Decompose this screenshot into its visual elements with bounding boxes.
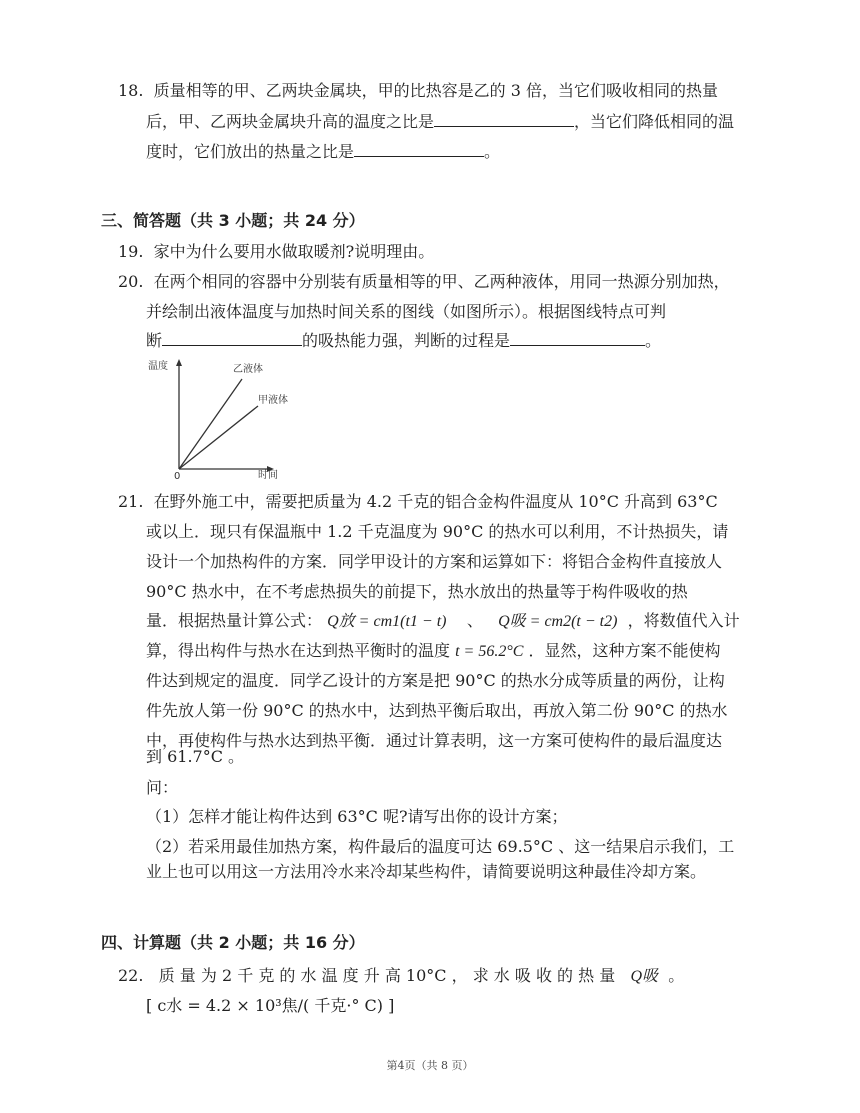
- q21-text-5a: 量．根据热量计算公式：: [146, 611, 323, 630]
- q21-text-1: 在野外施工中，需要把质量为 4.2 千克的铝合金构件温度从 10°C 升高到 63°C: [153, 492, 718, 511]
- section-4-heading: 四、计算题（共 2 小题；共 16 分）: [101, 933, 365, 952]
- q22-line-1: [118, 965, 684, 988]
- q18-blank-1[interactable]: [434, 110, 574, 127]
- y-axis-arrow: [176, 359, 182, 366]
- q21-line-3: 设计一个加热构件的方案．同学甲设计的方案和运算如下：将铝合金构件直接放人: [146, 552, 723, 571]
- q18-blank-2[interactable]: [354, 140, 484, 157]
- equilibrium-temperature: t = 56.2°C: [455, 643, 524, 660]
- q20-line-1: [118, 271, 730, 293]
- q21-line-9: 中，再使构件与热水达到热平衡．通过计算表明，这一方案可使构件的最后温度达: [146, 731, 723, 750]
- origin-label: 0: [174, 471, 181, 482]
- q21-part-1: （1）怎样才能让构件达到 63°C 呢?请写出你的设计方案；: [146, 807, 568, 826]
- q21-text-5b: 、: [466, 611, 483, 630]
- q20-line-2: 并绘制出液体温度与加热时间关系的图线（如图所示）。根据图线特点可判: [146, 302, 667, 321]
- q20-number: 20.: [118, 272, 144, 291]
- q20-text-3b: 的吸热能力强，判断的过程是: [302, 331, 511, 350]
- q20-text-3c: 。: [645, 331, 662, 350]
- q21-line-7: 件达到规定的温度．同学乙设计的方案是把 90°C 的热水分成等质量的两份，让构: [146, 671, 725, 690]
- q20-blank-2[interactable]: [510, 329, 645, 346]
- q21-line-10: 到 61.7°C 。: [146, 747, 245, 766]
- q21-line-1: [118, 491, 718, 513]
- q21-part-2-line-2: 业上也可以用这一方法用冷水来冷却某些构件，请简要说明这种最佳冷却方案。: [146, 862, 707, 881]
- q22-number: 22.: [118, 966, 144, 985]
- heat-absorbed-formula: Q吸 = cm2(t − t2): [498, 613, 618, 630]
- q21-line-4: 90°C 热水中，在不考虑热损失的前提下，热水放出的热量等于构件吸收的热: [146, 582, 688, 601]
- q18-line-1: [118, 80, 718, 102]
- q21-text-5c: ，将数值代入计: [627, 611, 740, 630]
- q21-ask: 问：: [146, 778, 179, 797]
- q20-blank-1[interactable]: [162, 329, 302, 346]
- q22-text-1-end: 。: [668, 966, 685, 985]
- q18-line-3: [146, 140, 500, 163]
- section-3-heading: 三、简答题（共 3 小题；共 24 分）: [101, 211, 365, 230]
- line-upper: [179, 379, 242, 469]
- q21-text-6a: 算，得出构件与热水在达到热平衡时的温度: [146, 641, 451, 660]
- q18-text-1: 质量相等的甲、乙两块金属块，甲的比热容是乙的 3 倍，当它们吸收相同的热量: [153, 81, 718, 100]
- x-axis-label: 时间: [258, 470, 278, 481]
- y-axis-label: 温度: [148, 361, 168, 372]
- temperature-time-graph: [146, 357, 288, 482]
- q22-text-1: 质 量 为 2 千 克 的 水 温 度 升 高 10°C ， 求 水 吸 收 的 热 量: [158, 966, 616, 985]
- q18-line-2: [146, 110, 734, 133]
- lower-line-label: 甲液体: [258, 395, 288, 406]
- q22-heat-symbol: Q吸: [630, 968, 659, 985]
- line-lower: [179, 406, 258, 469]
- q20-line-3: [146, 329, 661, 352]
- q22-line-2: [ c水 = 4.2 × 10³焦/( 千克·° C) ]: [146, 996, 395, 1015]
- q19-number: 19.: [118, 242, 144, 261]
- page-footer: 第4页（共 8 页）: [386, 1059, 474, 1072]
- q18-text-3b: 。: [484, 142, 501, 161]
- q21-number: 21.: [118, 492, 144, 511]
- upper-line-label: 乙液体: [233, 364, 263, 375]
- q20-text-3a: 断: [146, 331, 163, 350]
- q18-number: 18.: [118, 81, 144, 100]
- q21-line-6: [146, 640, 721, 663]
- q21-part-2-line-1: （2）若采用最佳加热方案，构件最后的温度可达 69.5°C 、这一结果启示我们，工: [146, 837, 735, 856]
- q18-text-2a: 后，甲、乙两块金属块升高的温度之比是: [146, 112, 435, 131]
- q21-text-6b: ．显然，这种方案不能使构: [528, 641, 721, 660]
- heat-released-formula: Q放 = cm1(t1 − t): [327, 613, 447, 630]
- q19-line: [118, 241, 434, 263]
- q18-text-3a: 度时，它们放出的热量之比是: [146, 142, 355, 161]
- q21-line-5: [146, 610, 740, 633]
- q18-text-2b: ，当它们降低相同的温: [574, 112, 735, 131]
- q19-text: 家中为什么要用水做取暖剂?说明理由。: [153, 242, 435, 261]
- q21-line-8: 件先放人第一份 90°C 的热水中，达到热平衡后取出，再放入第二份 90°C 的热水: [146, 701, 728, 720]
- q20-text-1: 在两个相同的容器中分别装有质量相等的甲、乙两种液体，用同一热源分别加热，: [153, 272, 730, 291]
- q21-line-2: 或以上．现只有保温瓶中 1.2 千克温度为 90°C 的热水可以利用，不计热损失，请: [146, 522, 729, 541]
